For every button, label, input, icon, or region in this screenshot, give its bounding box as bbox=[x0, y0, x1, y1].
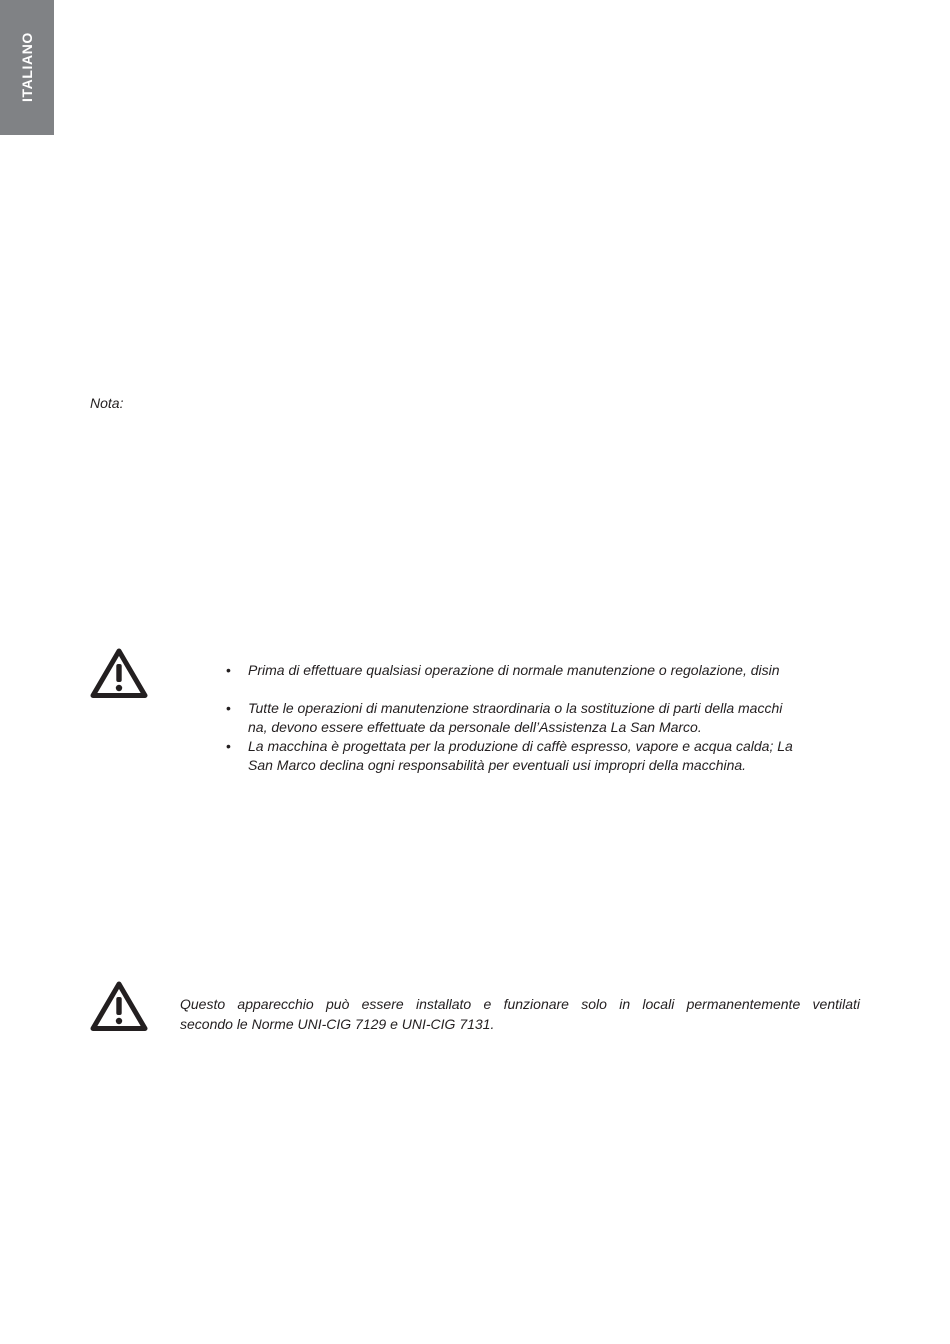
maintenance-warning-list bbox=[226, 661, 866, 775]
language-tab bbox=[0, 0, 54, 135]
ventilation-warning-text bbox=[180, 994, 860, 1034]
language-tab-label: ITALIANO bbox=[19, 32, 35, 102]
warning-text-line: secondo le Norme UNI-CIG 7129 e UNI-CIG 7131. bbox=[180, 1016, 495, 1032]
note-label: Nota: bbox=[90, 395, 124, 411]
warning-text-line: Questo apparecchio può essere installato e funzionare solo in locali permanentemente ventilati bbox=[180, 996, 860, 1012]
list-item-line: San Marco declina ogni responsabilità per eventuali usi impropri della macchina. bbox=[248, 757, 747, 773]
list-item-line: • Tutte le operazioni di manutenzione straordinaria o la sostituzione di parti della macchi bbox=[248, 700, 783, 716]
list-item bbox=[226, 699, 866, 737]
warning-triangle-icon bbox=[90, 980, 148, 1032]
list-item-line: • La macchina è progettata per la produzione di caffè espresso, vapore e acqua calda; La bbox=[248, 738, 793, 754]
list-item bbox=[226, 737, 866, 775]
list-item-line: • Prima di effettuare qualsiasi operazione di normale manutenzione o regolazione, disin bbox=[248, 662, 780, 678]
warning-triangle-icon bbox=[90, 647, 148, 699]
list-item bbox=[226, 661, 866, 680]
list-item-line: na, devono essere effettuate da personale dell’Assistenza La San Marco. bbox=[248, 719, 702, 735]
